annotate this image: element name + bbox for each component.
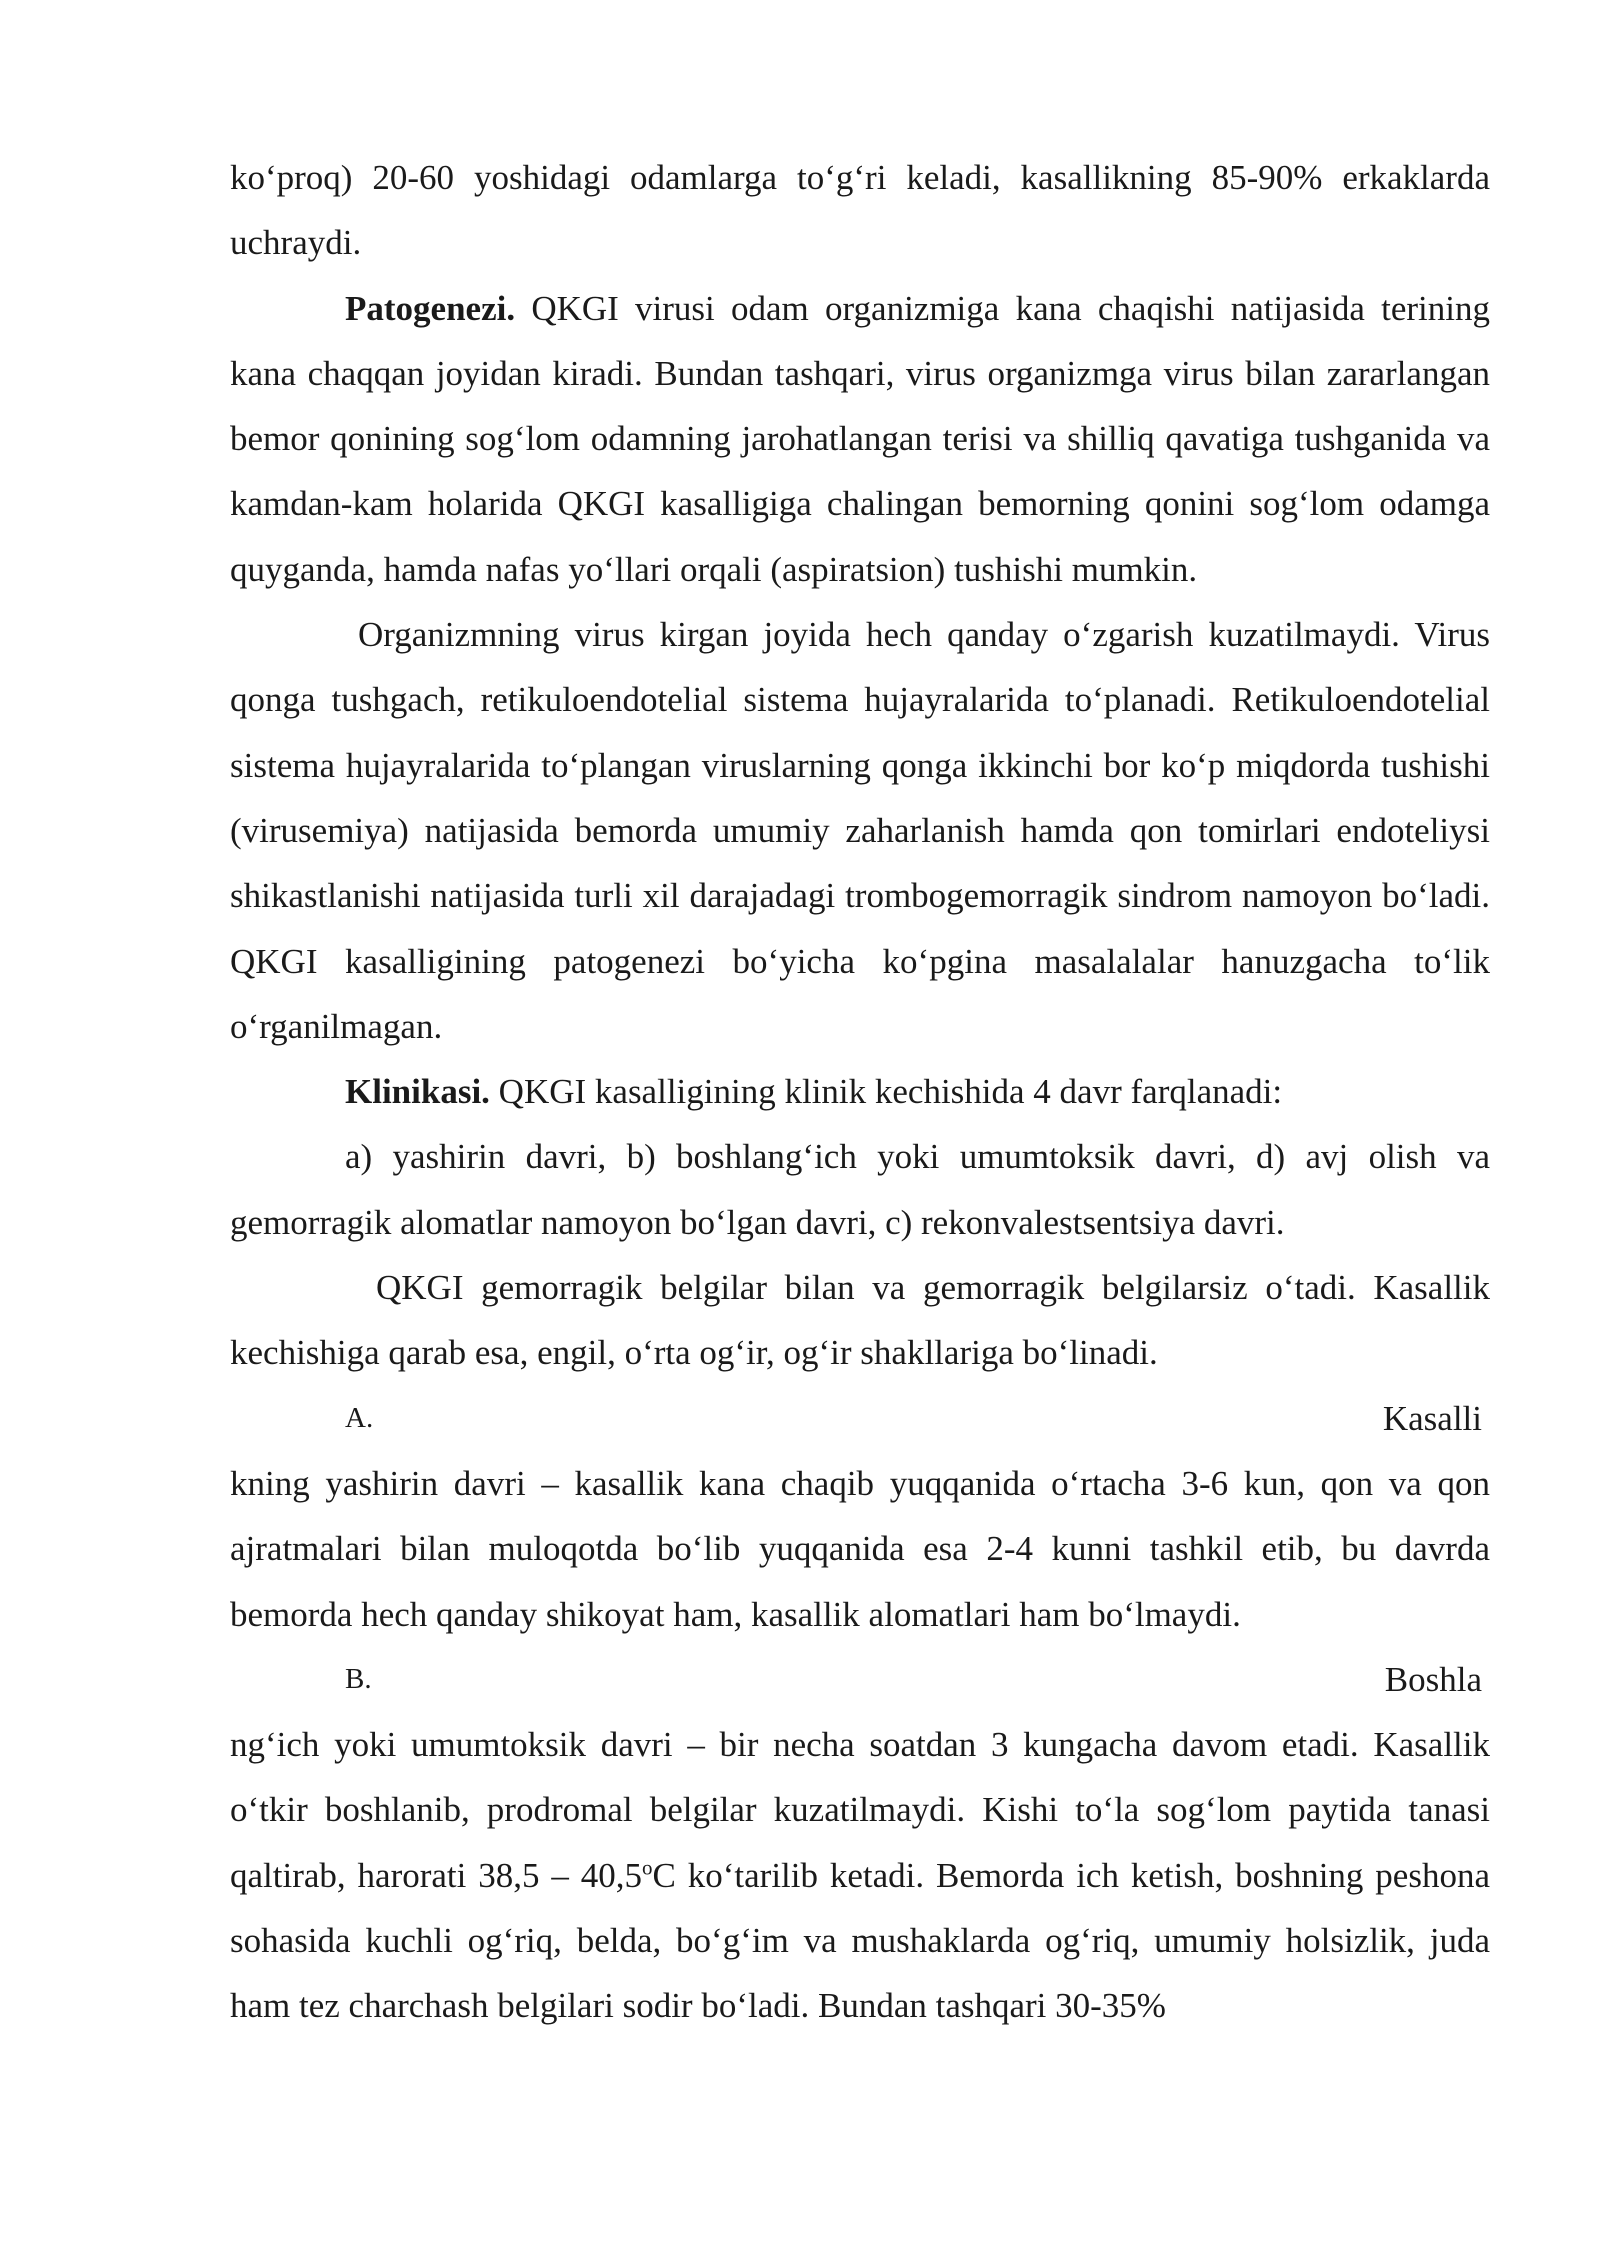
list-item-b-first-word: Boshla — [1384, 1659, 1482, 1699]
paragraph-pathogenesis — [230, 276, 1490, 602]
paragraph-clinical — [230, 1059, 1490, 1124]
list-item-a-head — [230, 1386, 1490, 1451]
clinical-heading: Klinikasi. — [345, 1072, 490, 1112]
list-marker-a: A. — [345, 1401, 374, 1434]
list-item-b-text-part2: C ko‘tarilib ketadi. Bemorda ich ketish, boshning peshona sohasida kuchli og‘riq, belda, bo‘g‘im va mushaklarda og‘riq, umumiy holsizlik, juda ham tez charchash belgilari sodir bo‘ladi. Bundan tashqari 30-35% — [230, 1855, 1490, 2026]
list-item-b-text — [230, 1712, 1490, 2038]
pathogenesis-heading: Patogenezi. — [345, 288, 516, 328]
paragraph-forms: QKGI gemorragik belgilar bilan va gemorragik belgilarsiz o‘tadi. Kasallik kechishiga qarab esa, engil, o‘rta og‘ir, og‘ir shakllariga bo‘linadi. — [230, 1268, 1490, 1373]
paragraph-periods: a) yashirin davri, b) boshlang‘ich yoki umumtoksik davri, d) avj olish va gemorragik alomatlar namoyon bo‘lgan davri, c) rekonvalestsentsiya davri. — [230, 1137, 1490, 1242]
paragraph-intro: ko‘proq) 20-60 yoshidagi odamlarga to‘g‘ri keladi, kasallikning 85-90% erkaklarda uchraydi. — [230, 158, 1490, 263]
list-item-a-text: kning yashirin davri – kasallik kana chaqib yuqqanida o‘rtacha 3-6 kun, qon va qon ajratmalari bilan muloqotda bo‘lib yuqqanida esa 2-4 kunni tashkil etib, bu davrda bemorda hech qanday shikoyat ham, kasallik alomatlari ham bo‘lmaydi. — [230, 1463, 1490, 1634]
paragraph-virus-entry: Organizmning virus kirgan joyida hech qanday o‘zgarish kuzatilmaydi. Virus qonga tushgach, retikuloendotelial sistema hujayralarida to‘planadi. Retikuloendotelial sistema hujayralarida to‘plangan viruslarning qonga ikkinchi bor ko‘p miqdorda tushishi (virusemiya) natijasida bemorda umumiy zaharlanish hamda qon tomirlari endoteliysi shikastlanishi natijasida turli xil darajadagi trombogemorragik sindrom namoyon bo‘ladi. QKGI kasalligining patogenezi bo‘yicha ko‘pgina masalalalar hanuzgacha to‘lik o‘rganilmagan. — [230, 615, 1490, 1046]
list-item-b-text-part1: ng‘ich yoki umumtoksik davri – bir necha soatdan 3 kungacha davom etadi. Kasallik o‘tkir boshlanib, prodromal belgilar kuzatilmaydi. Kishi to‘la sog‘lom paytida tanasi qaltirab, harorati 38,5 – 40,5 — [230, 1725, 1490, 1895]
list-item-a-first-word: Kasalli — [1382, 1398, 1482, 1438]
pathogenesis-text: QKGI virusi odam organizmiga kana chaqishi natijasida terining kana chaqqan joyidan kiradi. Bundan tashqari, virus organizmga virus bilan zararlangan bemor qonining sog‘lom odamning jarohatlangan terisi va shilliq qavatiga tushganida va kamdan-kam holarida QKGI kasalligiga chalingan bemorning qonini sog‘lom odamga quyganda, hamda nafas yo‘llari orqali (aspiratsion) tushishi mumkin. — [230, 288, 1490, 589]
list-item-b-head — [230, 1647, 1490, 1712]
clinical-text: QKGI kasalligining klinik kechishida 4 davr farqlanadi: — [489, 1072, 1283, 1112]
list-marker-b: B. — [345, 1662, 372, 1695]
degree-superscript: o — [642, 1855, 653, 1880]
document-page — [230, 145, 1490, 2039]
